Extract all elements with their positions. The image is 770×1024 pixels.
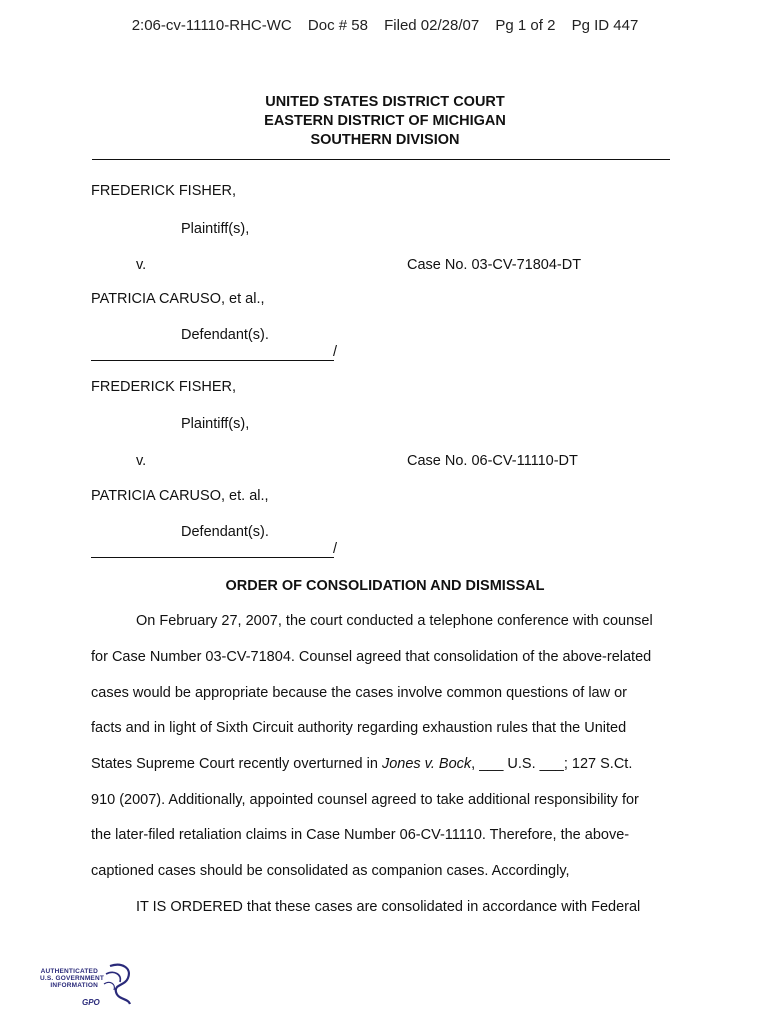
court-name-line1: UNITED STATES DISTRICT COURT xyxy=(265,94,505,110)
gpo-seal-line3: INFORMATION xyxy=(50,982,98,989)
gpo-logo-text: GPO xyxy=(82,998,100,1007)
body-line-8: captioned cases should be consolidated as companion cases. Accordingly, xyxy=(91,863,570,879)
court-name-line2: EASTERN DISTRICT OF MICHIGAN xyxy=(264,113,506,129)
header-case-number: 2:06-cv-11110-RHC-WC xyxy=(131,17,292,34)
caption1-versus: v. xyxy=(136,257,147,273)
caption1-signature-line xyxy=(91,360,334,361)
gpo-seal-line2: U.S. GOVERNMENT xyxy=(40,975,105,982)
header-page-count: Pg 1 of 2 xyxy=(495,17,556,34)
caption2-signature-line xyxy=(91,557,334,558)
caption2-case-number: Case No. 06-CV-11110-DT xyxy=(407,453,578,469)
body-line-5-post: , ___ U.S. ___; 127 S.Ct. xyxy=(471,756,633,772)
body-line-2: for Case Number 03-CV-71804. Counsel agreed that consolidation of the above-related xyxy=(91,649,652,665)
caption1-defendant: PATRICIA CARUSO, et al., xyxy=(91,291,265,307)
caption2-versus: v. xyxy=(136,453,147,469)
court-division: SOUTHERN DIVISION xyxy=(310,132,460,148)
header-filed-date: Filed 02/28/07 xyxy=(384,17,480,34)
gpo-authentication-seal xyxy=(40,962,136,1014)
body-line-6: 910 (2007). Additionally, appointed counsel agreed to take additional responsibility for xyxy=(91,792,639,808)
gpo-eagle-icon xyxy=(102,962,136,1012)
header-doc-number: Doc # 58 xyxy=(307,17,368,34)
caption1-case-number: Case No. 03-CV-71804-DT xyxy=(407,257,582,273)
body-line-9: IT IS ORDERED that these cases are consolidated in accordance with Federal xyxy=(136,899,641,915)
body-line-3: cases would be appropriate because the cases involve common questions of law or xyxy=(91,685,627,701)
body-line-7: the later-filed retaliation claims in Case Number 06-CV-11110. Therefore, the above- xyxy=(91,827,630,843)
header-page-id: Pg ID 447 xyxy=(571,17,639,34)
body-line-5 xyxy=(91,756,632,772)
body-line-5-pre: States Supreme Court recently overturned in xyxy=(91,756,382,772)
caption1-defendant-role: Defendant(s). xyxy=(181,327,269,343)
caption2-defendant-role: Defendant(s). xyxy=(181,524,269,540)
order-title: ORDER OF CONSOLIDATION AND DISMISSAL xyxy=(225,578,545,594)
body-line-1: On February 27, 2007, the court conducted a telephone conference with counsel xyxy=(136,613,653,629)
caption1-plaintiff: FREDERICK FISHER, xyxy=(91,183,237,199)
gpo-seal-text xyxy=(40,968,105,989)
caption1-plaintiff-role: Plaintiff(s), xyxy=(181,221,250,237)
caption2-plaintiff: FREDERICK FISHER, xyxy=(91,379,237,395)
caption1-slash: / xyxy=(333,344,338,360)
caption2-slash: / xyxy=(333,541,338,557)
gpo-seal-line1: AUTHENTICATED xyxy=(40,968,98,975)
filing-header xyxy=(0,17,770,34)
caption2-defendant: PATRICIA CARUSO, et. al., xyxy=(91,488,269,504)
case-citation-jones-v-bock: Jones v. Bock xyxy=(381,756,472,772)
body-line-4: facts and in light of Sixth Circuit authority regarding exhaustion rules that the United xyxy=(91,720,627,736)
caption2-plaintiff-role: Plaintiff(s), xyxy=(181,416,250,432)
caption-divider xyxy=(92,159,670,160)
